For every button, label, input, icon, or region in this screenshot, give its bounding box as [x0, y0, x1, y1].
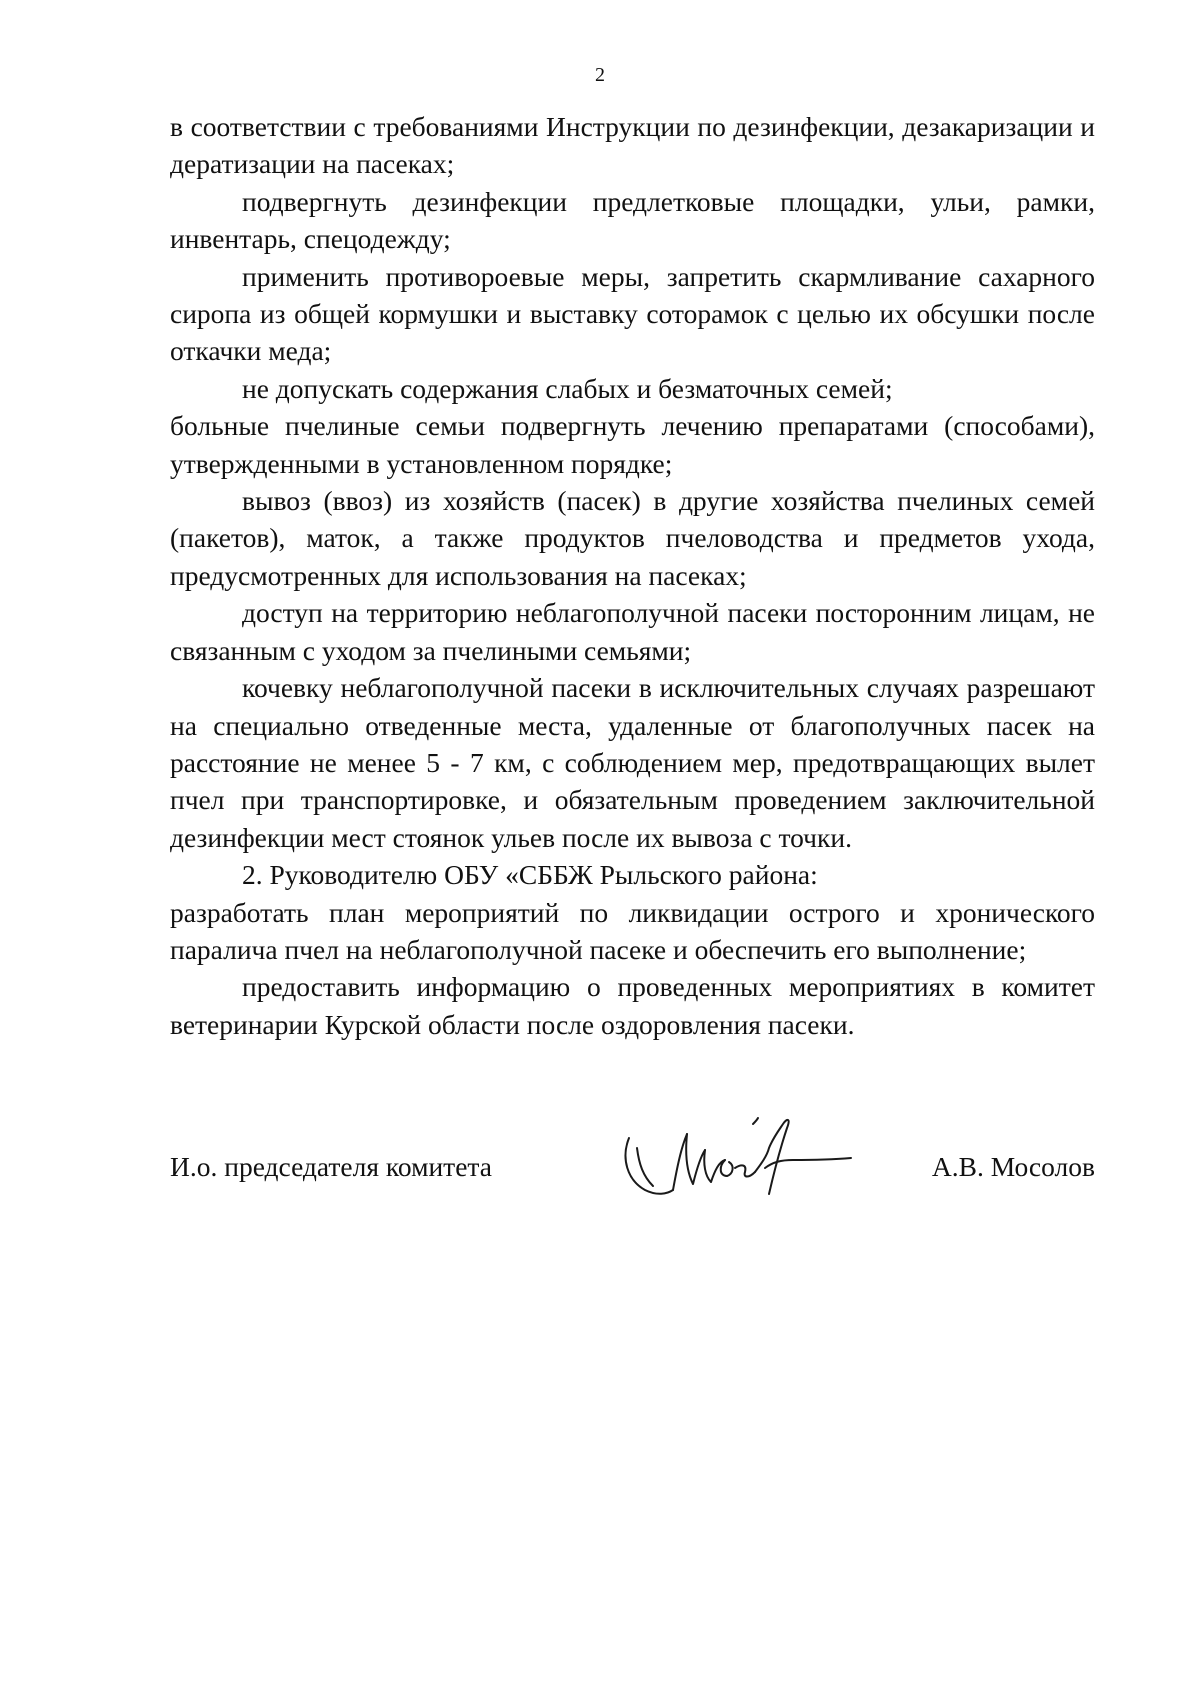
paragraph-8: кочевку неблагополучной пасеки в исключительных случаях разрешают на специально отведенные места, удаленные от благополучных пасек на расстояние не менее 5 - 7 км, с соблюдением мер, предотвращающих вылет пчел при транспортировке, и обязательным проведением заключительной дезинфекции мест стоянок ульев после их вывоза с точки. [170, 672, 1095, 853]
page-number: 2 [595, 64, 605, 86]
signatory-position: И.о. председателя комитета [170, 1151, 492, 1182]
paragraph-5: больные пчелиные семьи подвергнуть лечению препаратами (способами), утвержденными в установленном порядке; [170, 410, 1095, 479]
handwritten-signature-icon [615, 1098, 865, 1218]
paragraph-6: вывоз (ввоз) из хозяйств (пасек) в другие хозяйства пчелиных семей (пакетов), маток, а также продуктов пчеловодства и предметов ухода, предусмотренных для использования на пасеках; [170, 485, 1095, 591]
signatory-name: А.В. Мосолов [931, 1151, 1095, 1182]
paragraph-7: доступ на территорию неблагополучной пасеки посторонним лицам, не связанным с уходом за пчелиными семьями; [170, 597, 1095, 666]
paragraph-2: подвергнуть дезинфекции предлетковые площадки, ульи, рамки, инвентарь, спецодежду; [170, 185, 1095, 255]
paragraph-4: не допускать содержания слабых и безматочных семей; [242, 372, 893, 404]
document-body [170, 108, 1095, 1043]
paragraph-10: разработать план мероприятий по ликвидации острого и хронического паралича пчел на неблагополучной пасеке и обеспечить его выполнение; [170, 896, 1095, 965]
signature-block [0, 1098, 1200, 1218]
paragraph-1: в соответствии с требованиями Инструкции по дезинфекции, дезакаризации и дератизации на пасеках; [170, 111, 1095, 180]
paragraph-11: предоставить информацию о проведенных мероприятиях в комитет ветеринарии Курской области после оздоровления пасеки. [170, 971, 1095, 1040]
paragraph-3: применить противороевые меры, запретить скармливание сахарного сиропа из общей кормушки и выставку соторамок с целью их обсушки после откачки меда; [170, 260, 1095, 367]
paragraph-9: 2. Руководителю ОБУ «СББЖ Рыльского района: [242, 859, 818, 891]
